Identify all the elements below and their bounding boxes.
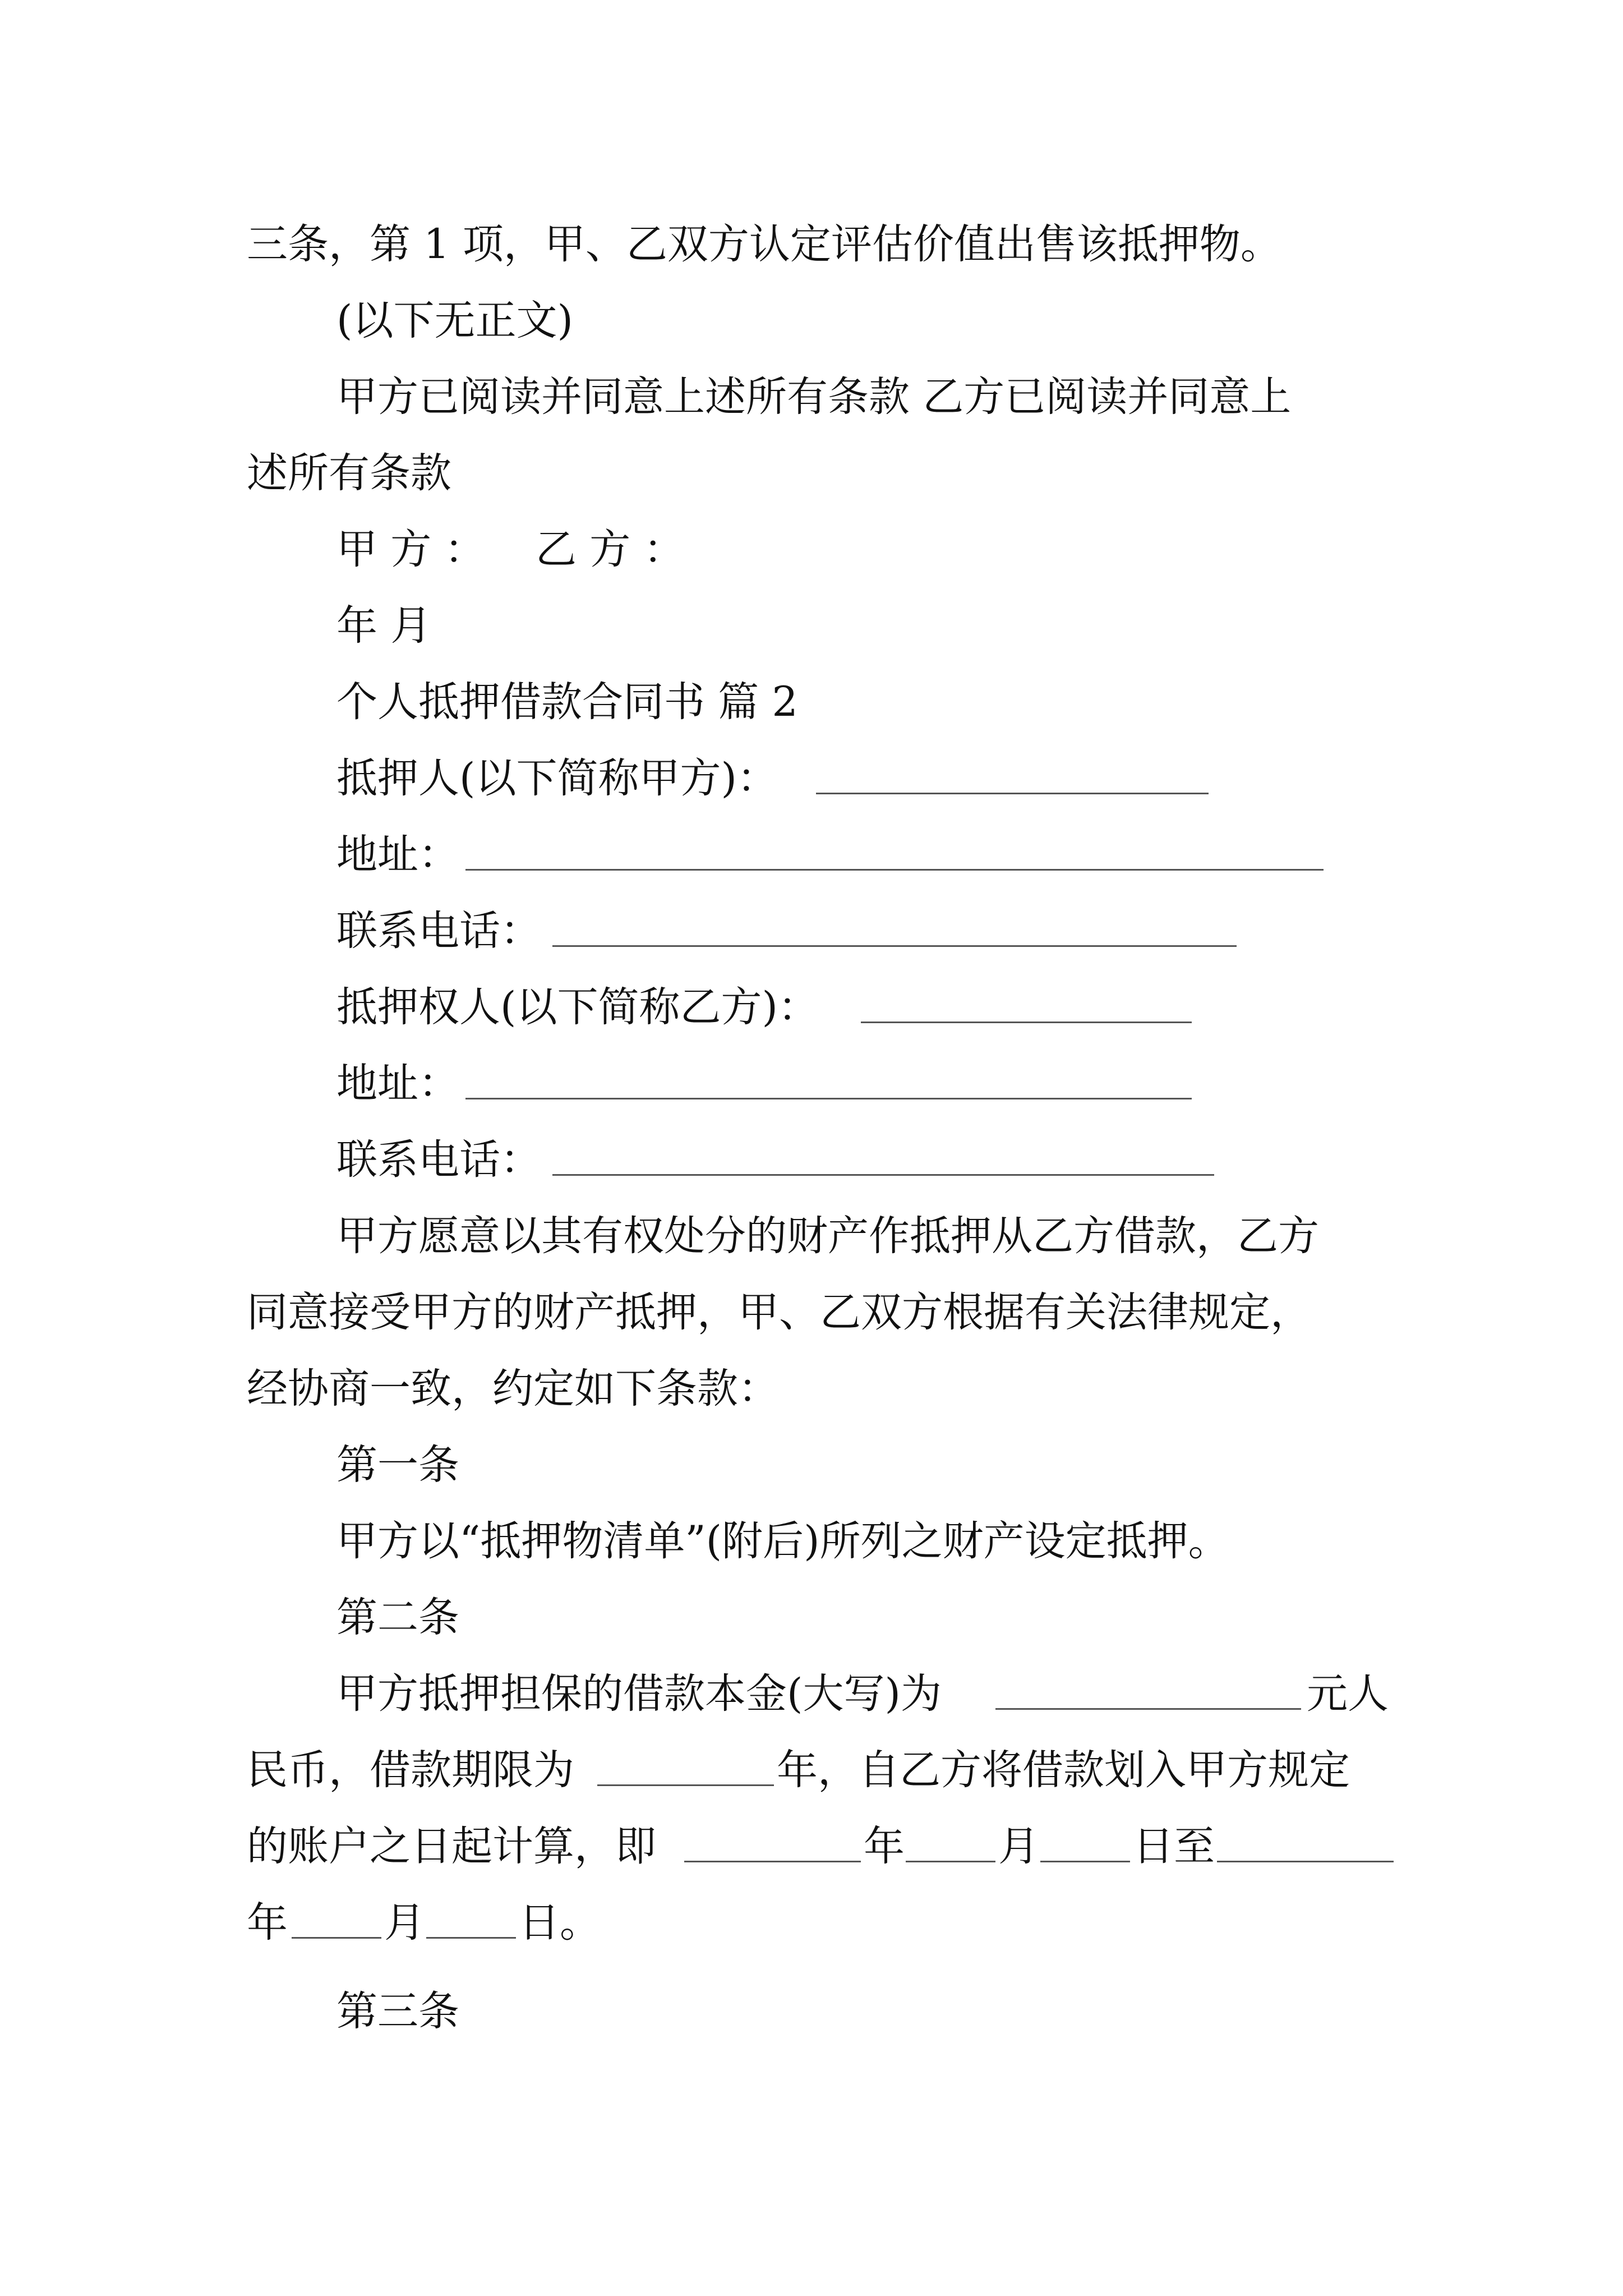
field-label: 地址：: [336, 831, 459, 878]
paragraph-line: [0, 1510, 1623, 1573]
fill-in-blank: [861, 976, 1192, 1023]
text-segment: 的账户之日起计算，即: [247, 1823, 656, 1870]
text-segment: 甲方抵押担保的借款本金(大写)为: [336, 1670, 942, 1718]
fill-in-blank: [597, 1739, 774, 1786]
fill-in-blank: [292, 1892, 381, 1939]
text-segment: 月: [384, 1899, 425, 1947]
form-field-line: [0, 747, 1623, 810]
party-a-signature-label: 甲 方 ：: [336, 526, 486, 573]
paragraph-line: [0, 213, 1623, 276]
form-field-line: [0, 976, 1623, 1039]
text-line: (以下无正文): [336, 297, 573, 344]
fill-in-blank: [1040, 1815, 1130, 1862]
section-title: 个人抵押借款合同书 篇 2: [336, 678, 798, 726]
form-field-line: [0, 823, 1623, 886]
text-segment: 日至: [1133, 1823, 1215, 1870]
text-line: 甲方以“抵押物清单”(附后)所列之财产设定抵押。: [336, 1517, 1229, 1565]
field-label: 联系电话：: [336, 907, 541, 955]
paragraph-line: [0, 366, 1623, 429]
field-label: 地址：: [336, 1060, 459, 1107]
paragraph-line: [0, 1281, 1623, 1344]
article-heading: [0, 1980, 1623, 2043]
paragraph-line: [0, 289, 1623, 352]
article-title: 第一条: [336, 1441, 459, 1489]
text-segment: 年，自乙方将借款划入甲方规定: [777, 1746, 1350, 1794]
article-title: 第三条: [336, 1987, 459, 2035]
fill-in-blank: [684, 1815, 861, 1862]
fill-in-blank: [552, 1129, 1214, 1176]
text-line: 同意接受甲方的财产抵押，甲、乙双方根据有关法律规定，: [247, 1289, 1311, 1336]
fill-in-blank: [465, 823, 1324, 871]
fill-in-blank: [995, 1663, 1301, 1710]
text-segment: 月: [998, 1823, 1039, 1870]
text-line: 年 月: [336, 602, 432, 650]
article-title: 第二条: [336, 1594, 459, 1641]
text-segment: 日。: [519, 1899, 601, 1947]
text-segment: 民币，借款期限为: [247, 1746, 574, 1794]
form-field-line: [0, 1052, 1623, 1115]
field-label: 联系电话：: [336, 1136, 541, 1184]
date-line: [0, 595, 1623, 657]
fill-in-blank: [465, 1052, 1192, 1099]
text-line: 甲方已阅读并同意上述所有条款 乙方已阅读并同意上: [336, 373, 1292, 421]
article-heading: [0, 1434, 1623, 1497]
form-field-line: [0, 1129, 1623, 1191]
text-segment: 年: [864, 1823, 905, 1870]
section-heading: [0, 671, 1623, 734]
text-line: 经协商一致，约定如下条款：: [247, 1365, 779, 1412]
paragraph-line: [0, 442, 1623, 505]
text-line: 三条，第 1 项，甲、乙双方认定评估价值出售该抵押物。: [247, 220, 1281, 268]
fill-in-blank: [906, 1815, 995, 1862]
fill-in-blank: [552, 900, 1237, 947]
text-line: 述所有条款: [247, 449, 451, 497]
text-segment: 年: [247, 1899, 288, 1947]
field-label: 抵押权人(以下简称乙方)：: [336, 983, 819, 1031]
form-field-line: [0, 900, 1623, 963]
field-label: 抵押人(以下简称甲方)：: [336, 754, 778, 802]
fill-in-blank: [816, 747, 1209, 794]
paragraph-line: [0, 1815, 1623, 1878]
fill-in-blank: [1217, 1815, 1394, 1862]
text-segment: 元人: [1307, 1670, 1389, 1718]
paragraph-line: [0, 1358, 1623, 1420]
fill-in-blank: [426, 1892, 516, 1939]
paragraph-line: [0, 1739, 1623, 1802]
signature-line: [0, 518, 1623, 581]
paragraph-line: [0, 1892, 1623, 1954]
text-line: 甲方愿意以其有权处分的财产作抵押从乙方借款，乙方: [336, 1212, 1319, 1260]
paragraph-line: [0, 1205, 1623, 1268]
paragraph-line: [0, 1663, 1623, 1726]
article-heading: [0, 1586, 1623, 1649]
party-b-signature-label: 乙 方 ：: [536, 526, 685, 573]
